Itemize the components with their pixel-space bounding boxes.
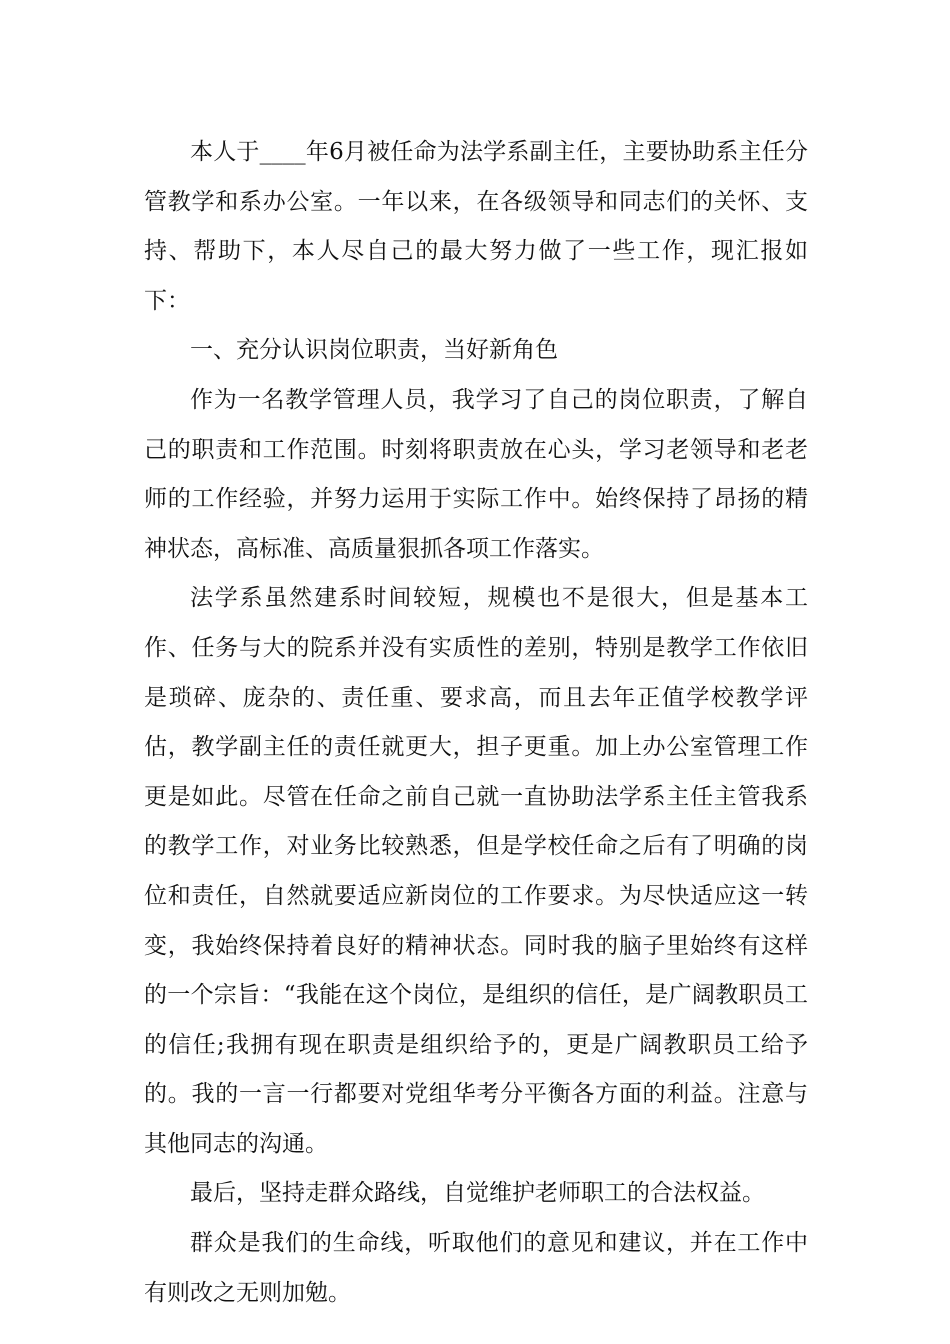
body-paragraph-2: 法学系虽然建系时间较短，规模也不是很大，但是基本工作、任务与大的院系并没有实质性的差别，特别是教学工作依旧是琐碎、庞杂的、责任重、要求高，而且去年正值学校教学评估，教学副主任的责任就更大，担子更重。加上办公室管理工作更是如此。尽管在任命之前自己就一直协助法学系主任主管我系的教学工作，对业务比较熟悉，但是学校任命之后有了明确的岗位和责任，自然就要适应新岗位的工作要求。为尽快适应这一转变，我始终保持着良好的精神状态。同时我的脑子里始终有这样的一个宗旨：“我能在这个岗位，是组织的信任，是广阔教职员工的信任;我拥有现在职责是组织给予的，更是广阔教职员工给予的。我的一言一行都要对党组华考分平衡各方面的利益。注意与其他同志的沟通。: [144, 585, 808, 1157]
body-paragraph-3: 最后，坚持走群众路线，自觉维护老师职工的合法权益。: [190, 1180, 765, 1207]
body-paragraph-4: 群众是我们的生命线，听取他们的意见和建议，并在工作中有则改之无则加勉。: [144, 1230, 808, 1306]
section-heading: 一、充分认识岗位职责，当好新角色: [190, 337, 558, 364]
intro-paragraph: 本人于____年6月被任命为法学系副主任，主要协助系主任分管教学和系办公室。一年以来，在各级领导和同志们的关怀、支持、帮助下，本人尽自己的最大努力做了一些工作，现汇报如下：: [144, 139, 808, 314]
document-body: [144, 128, 808, 1318]
body-paragraph-1: 作为一名教学管理人员，我学习了自己的岗位职责，了解自己的职责和工作范围。时刻将职责放在心头，学习老领导和老老师的工作经验，并努力运用于实际工作中。始终保持了昂扬的精神状态，高标准、高质量狠抓各项工作落实。: [144, 386, 808, 562]
